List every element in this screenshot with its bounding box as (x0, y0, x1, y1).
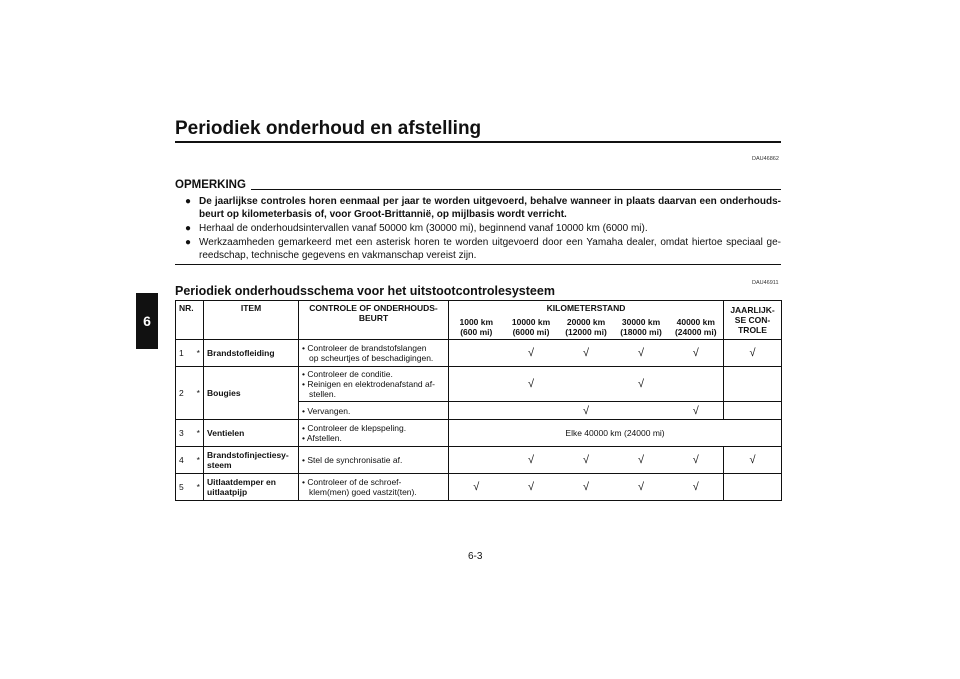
table-row: 3 * Ventielen • Controleer de klepspeling. • Afstellen. Elke 40000 km (24000 mi) (176, 420, 782, 447)
header-nr: NR. (176, 301, 204, 340)
header-annual: JAARLIJK-SE CON-TROLE (724, 301, 782, 340)
note-heading: OPMERKING (175, 179, 246, 191)
note-list (185, 195, 781, 263)
maintenance-schedule-table (175, 300, 782, 501)
note-end-rule (175, 264, 781, 265)
doc-code: DAU46911 (752, 280, 779, 286)
bullet-icon: ● (185, 223, 192, 234)
section-title: Periodiek onderhoudsschema voor het uitstootcontrolesysteem (175, 284, 555, 298)
note-item: ● De jaarlijkse controles horen eenmaal per jaar te worden uitgevoerd, behalve wanneer in plaats daarvan een onderhouds-beurt op kilometerbasis of, voor Groot-Brittannië, op mijlbasis wordt verricht. (185, 196, 781, 220)
chapter-tab: 6 (136, 293, 158, 349)
note-item: ● Werkzaamheden gemarkeerd met een asterisk horen te worden uitgevoerd door een Yamaha dealer, omdat hiertoe speciaal ge-reedschap, technische gegevens en vakmanschap vereist zijn. (185, 237, 781, 261)
header-km-3: 20000 km (12000 mi) (559, 315, 614, 340)
bullet-icon: ● (185, 237, 192, 248)
header-km-2: 10000 km (6000 mi) (504, 315, 559, 340)
header-odometer: KILOMETERSTAND (449, 301, 724, 316)
bullet-icon: ● (185, 196, 192, 207)
table-row: 1 * Brandstofleiding • Controleer de brandstofslangen op scheurtjes of beschadigingen. √ √ √ √ √ (176, 340, 782, 367)
header-control: CONTROLE OF ONDERHOUDS-BEURT (299, 301, 449, 340)
note-item: ● Herhaal de onderhoudsintervallen vanaf 50000 km (30000 mi), beginnend vanaf 10000 km (6000 mi). (185, 223, 648, 234)
title-rule (175, 141, 781, 143)
note-rule (251, 189, 781, 190)
table-row: 4 * Brandstofinjectiesy-steem • Stel de synchronisatie af. √ √ √ √ √ (176, 447, 782, 474)
table-row: 2 * Bougies • Controleer de conditie. • Reinigen en elektrodenafstand af- stellen. √ √ (176, 367, 782, 402)
page-number: 6-3 (468, 551, 483, 562)
table-header-row (176, 301, 782, 316)
doc-code: DAU46862 (752, 156, 779, 162)
table-row: 5 * Uitlaatdemper en uitlaatpijp • Controleer of de schroef- klem(men) goed vastzit(ten). √ √ √ √ √ (176, 474, 782, 501)
header-km-4: 30000 km (18000 mi) (614, 315, 669, 340)
page-title: Periodiek onderhoud en afstelling (175, 118, 482, 139)
interval-text: Elke 40000 km (24000 mi) (449, 420, 782, 447)
header-item: ITEM (204, 301, 299, 340)
table-row: • Vervangen. √ √ (176, 402, 782, 420)
header-km-5: 40000 km (24000 mi) (669, 315, 724, 340)
header-km-1: 1000 km (600 mi) (449, 315, 504, 340)
